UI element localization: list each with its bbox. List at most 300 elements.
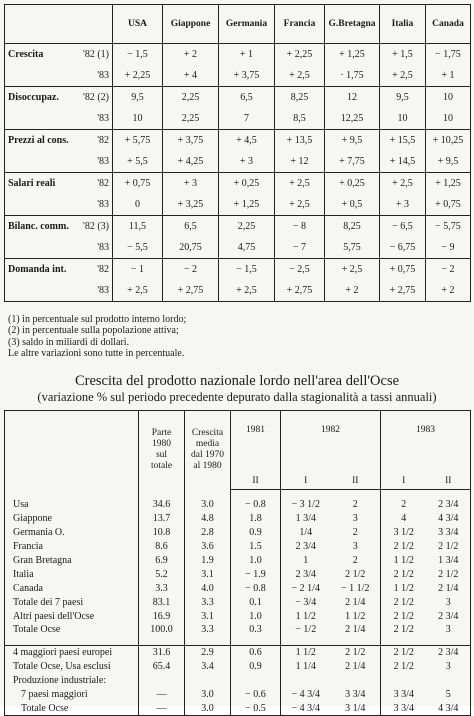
table2-cell: 2 1/4 — [331, 660, 381, 674]
table2-cell: 3 3/4 — [331, 688, 381, 702]
table2-cell: 2.8 — [185, 526, 231, 540]
table2-cell: 3 — [427, 595, 471, 609]
table1-cell: + 2,5 — [219, 280, 275, 302]
table2-cell — [139, 674, 185, 688]
table1-cell: − 6,75 — [380, 237, 426, 259]
table1-row — [5, 87, 471, 109]
table2-cell: — — [139, 701, 185, 715]
table1-cell: 10 — [113, 108, 163, 130]
table2-cell: 2 1/2 — [381, 609, 427, 623]
table1-cell: + 3,75 — [163, 130, 219, 152]
table2-cell — [331, 674, 381, 688]
table2-cell: 34.6 — [139, 498, 185, 512]
table2-row-label: 4 maggiori paesi europei — [5, 645, 139, 659]
row-year: '83 — [97, 285, 109, 296]
table1-cell: 8,5 — [275, 108, 325, 130]
column-header-gbretagna: G.Bretagna — [325, 5, 380, 44]
table2-row-label: 7 paesi maggiori — [5, 688, 139, 702]
table2-cell: 4 3/4 — [427, 512, 471, 526]
table2-cell: 10.8 — [139, 526, 185, 540]
table1-cell: + 3,25 — [163, 194, 219, 216]
table2-cell: 8.6 — [139, 540, 185, 554]
row-year: '83 — [97, 199, 109, 210]
row-label — [5, 65, 113, 87]
table1-cell: 10 — [426, 87, 471, 109]
footnote-4: Le altre variazioni sono tutte in percentuale. — [8, 347, 185, 359]
table1-row — [5, 108, 471, 130]
table2-cell: 4 — [381, 512, 427, 526]
row-label — [5, 237, 113, 259]
table2-cell: 2 — [331, 498, 381, 512]
table2-cell: 3.3 — [139, 581, 185, 595]
subheader-1983-ii: II — [427, 473, 471, 490]
table1-cell: − 8 — [275, 216, 325, 238]
table2-cell: 2 1/2 — [381, 660, 427, 674]
table1-cell: + 14,5 — [380, 151, 426, 173]
row-indicator-name: Prezzi al cons. — [8, 135, 69, 146]
row-label — [5, 151, 113, 173]
table2-cell: 2 1/4 — [331, 595, 381, 609]
table2-cell: 3.0 — [185, 701, 231, 715]
parte-line-3: sul — [155, 450, 168, 461]
row-year: '83 — [97, 113, 109, 124]
subheader-1981-ii: II — [231, 473, 281, 490]
table2-spacer-cell — [281, 490, 331, 499]
table2-row — [5, 581, 471, 595]
table2-cell: 5 — [427, 688, 471, 702]
table2-cell — [427, 674, 471, 688]
table2-cell: 16.9 — [139, 609, 185, 623]
table2-cell: 3.3 — [185, 595, 231, 609]
table2-cell: − 0.6 — [231, 688, 281, 702]
table1-row — [5, 65, 471, 87]
table2-cell: − 2 1/4 — [281, 581, 331, 595]
table1-cell: − 6,5 — [380, 216, 426, 238]
table1-cell: + 2,5 — [113, 280, 163, 302]
table2-spacer-cell — [231, 490, 281, 499]
table1-cell: 9,5 — [380, 87, 426, 109]
table2-cell: − 0.5 — [231, 701, 281, 715]
table1-cell: 9,5 — [113, 87, 163, 109]
table1-cell: · 1,75 — [325, 65, 380, 87]
table2-cell: 1 1/4 — [281, 660, 331, 674]
table1-cell: + 10,25 — [426, 130, 471, 152]
table2-spacer-cell — [5, 637, 139, 646]
footnote-2: (2) in percentuale sulla popolazione attiva; — [8, 325, 179, 337]
table1-cell: + 3 — [380, 194, 426, 216]
column-header-francia: Francia — [275, 5, 325, 44]
table2-row-label: Totale Ocse — [5, 701, 139, 715]
row-label — [5, 173, 113, 195]
table1-cell: + 12 — [275, 151, 325, 173]
table1-cell: + 2,5 — [275, 65, 325, 87]
table2-row — [5, 554, 471, 568]
row-indicator-name: Salari reali — [8, 178, 56, 189]
table2-cell: 2 1/2 — [331, 567, 381, 581]
table2-cell: 2 — [331, 526, 381, 540]
column-header-1981: 1981 — [231, 411, 281, 474]
table2-cell: 1 3/4 — [427, 554, 471, 568]
table2-cell: 13.7 — [139, 512, 185, 526]
row-year: '82 (1) — [83, 49, 109, 60]
table2-cell: 2 1/2 — [427, 567, 471, 581]
table2-row — [5, 674, 471, 688]
table2-row — [5, 526, 471, 540]
table2-cell: − 0.8 — [231, 498, 281, 512]
table2-cell: 1 1/2 — [281, 609, 331, 623]
table1-cell: − 1,5 — [219, 259, 275, 281]
table1-cell: + 2 — [426, 280, 471, 302]
table2-spacer-cell — [427, 637, 471, 646]
table2-spacer-cell — [185, 490, 231, 499]
footnote-1: (1) in percentuale sul prodotto interno lordo; — [8, 314, 187, 325]
table2-cell: 3.6 — [185, 540, 231, 554]
table2-cell: 3.3 — [185, 623, 231, 637]
table1-cell: + 1 — [426, 65, 471, 87]
table1-cell: 0 — [113, 194, 163, 216]
table1-cell: 5,75 — [325, 237, 380, 259]
table2-cell: 1/4 — [281, 526, 331, 540]
row-year: '82 — [97, 178, 109, 189]
crescita-line-2: media — [195, 439, 220, 450]
crescita-line-1: Crescita — [191, 428, 224, 439]
table1-cell: + 15,5 — [380, 130, 426, 152]
column-header-giappone: Giappone — [163, 5, 219, 44]
column-header-italia: Italia — [380, 5, 426, 44]
column-header-1983: 1983 — [381, 411, 471, 474]
table2-cell: 6.9 — [139, 554, 185, 568]
table2-spacer-cell — [331, 637, 381, 646]
table1-cell: + 4,5 — [219, 130, 275, 152]
row-label — [5, 130, 113, 152]
table1-cell: + 0,75 — [426, 194, 471, 216]
table2-cell: 1.5 — [231, 540, 281, 554]
table2-row — [5, 512, 471, 526]
row-label — [5, 194, 113, 216]
row-label — [5, 280, 113, 302]
table2-cell: 31.6 — [139, 645, 185, 659]
table2-cell: − 4 3/4 — [281, 688, 331, 702]
row-label — [5, 216, 113, 238]
row-year: '83 — [97, 156, 109, 167]
table2-cell: 2 — [381, 498, 427, 512]
parte-line-4: totale — [150, 461, 173, 472]
table2-cell: − 0.8 — [231, 581, 281, 595]
table1-cell: − 1,5 — [113, 44, 163, 66]
table1-cell: − 2 — [426, 259, 471, 281]
table2-spacer-cell — [281, 637, 331, 646]
table2-row-label: Giappone — [5, 512, 139, 526]
table1-cell: − 1,75 — [426, 44, 471, 66]
row-indicator-name: Crescita — [8, 49, 44, 60]
table2-cell: 0.9 — [231, 526, 281, 540]
table1-header-row — [5, 5, 471, 44]
table2-row — [5, 567, 471, 581]
table1-cell: − 5,75 — [426, 216, 471, 238]
table2-cell: 2 — [331, 554, 381, 568]
parte-line-2: 1980 — [152, 439, 171, 450]
table2-spacer-cell — [381, 637, 427, 646]
table1-cell: + 1,5 — [380, 44, 426, 66]
table2-cell: 1.0 — [231, 609, 281, 623]
table1-cell: − 9 — [426, 237, 471, 259]
table2-cell: − 3 1/2 — [281, 498, 331, 512]
table1-cell: + 9,5 — [325, 130, 380, 152]
table1-row — [5, 194, 471, 216]
table2-cell: 5.2 — [139, 567, 185, 581]
table1-cell: + 7,75 — [325, 151, 380, 173]
table2-row-label: Germania O. — [5, 526, 139, 540]
table1-cell: + 2 — [325, 280, 380, 302]
table2-row-label: Gran Bretagna — [5, 554, 139, 568]
table2-cell: 3.0 — [185, 688, 231, 702]
table2-cell: 3 3/4 — [381, 701, 427, 715]
table1-cell: 11,5 — [113, 216, 163, 238]
table2-cell: 1 1/2 — [381, 554, 427, 568]
table2-row — [5, 595, 471, 609]
table1-body — [5, 44, 471, 302]
table2-cell: 3 3/4 — [427, 526, 471, 540]
table1-row — [5, 44, 471, 66]
table2-cell: 3.1 — [185, 609, 231, 623]
table2-row-label: Altri paesi dell'Ocse — [5, 609, 139, 623]
table2-spacer-row — [5, 490, 471, 499]
table1-row — [5, 280, 471, 302]
crescita-line-3: dal 1970 — [191, 450, 224, 461]
table2-spacer-cell — [427, 490, 471, 499]
table1-cell: 4,75 — [219, 237, 275, 259]
table2-cell: 2 3/4 — [427, 609, 471, 623]
table2-cell: 1.0 — [231, 554, 281, 568]
table2-cell: 1 1/2 — [381, 581, 427, 595]
table1-cell: 8,25 — [325, 216, 380, 238]
row-year: '83 — [97, 70, 109, 81]
table1-cell: − 2 — [163, 259, 219, 281]
table2-cell: 3 3/4 — [381, 688, 427, 702]
table1-cell: + 3 — [163, 173, 219, 195]
table2-cell: 4 3/4 — [427, 701, 471, 715]
table1-cell: − 7 — [275, 237, 325, 259]
column-header-parte-1980 — [139, 411, 185, 490]
table1-cell: + 3,75 — [219, 65, 275, 87]
table2-cell: 0.6 — [231, 645, 281, 659]
table2-row — [5, 645, 471, 659]
table2-cell — [185, 674, 231, 688]
table1-cell: 2,25 — [219, 216, 275, 238]
table2-cell: 2 3/4 — [427, 645, 471, 659]
row-year: '82 (3) — [83, 221, 109, 232]
economic-indicators-table — [4, 4, 471, 302]
table2-cell: 4.8 — [185, 512, 231, 526]
table2-cell: 2 1/4 — [427, 581, 471, 595]
gnp-table-subtitle: (variazione % sul periodo precedente depurato dalla stagionalità a tassi annuali) — [37, 390, 437, 404]
table2-cell: 3 1/2 — [381, 526, 427, 540]
table2-cell: 3 — [427, 623, 471, 637]
column-header-germania: Germania — [219, 5, 275, 44]
table2-cell: 2 1/2 — [381, 540, 427, 554]
table1-cell: + 0,75 — [113, 173, 163, 195]
table2-cell: − 1.9 — [231, 567, 281, 581]
table2-cell: 2 1/2 — [381, 595, 427, 609]
table2-cell: 3.4 — [185, 660, 231, 674]
row-indicator-name: Domanda int. — [8, 264, 67, 275]
table1-cell: + 3 — [219, 151, 275, 173]
table2-cell: 3.1 — [185, 567, 231, 581]
table1-cell: 2,25 — [163, 108, 219, 130]
table2-cell: 0.1 — [231, 595, 281, 609]
table2-cell: − 1/2 — [281, 623, 331, 637]
table1-row — [5, 151, 471, 173]
footnote-3: (3) saldo in miliardi di dollari. — [8, 336, 130, 348]
row-year: '82 — [97, 135, 109, 146]
table2-cell: 65.4 — [139, 660, 185, 674]
table2-cell: − 1 1/2 — [331, 581, 381, 595]
table1-cell: − 2,5 — [275, 259, 325, 281]
table1-cell: + 2,75 — [380, 280, 426, 302]
table1-cell: + 2,25 — [275, 44, 325, 66]
table1-cell: 8,25 — [275, 87, 325, 109]
table1-cell: 7 — [219, 108, 275, 130]
subheader-1982-ii: II — [331, 473, 381, 490]
table1-cell: + 5,5 — [113, 151, 163, 173]
row-year: '83 — [97, 242, 109, 253]
table1-cell: − 1 — [113, 259, 163, 281]
table1-cell: + 2,5 — [380, 65, 426, 87]
table2-cell: 1 1/2 — [331, 609, 381, 623]
table1-corner-cell — [5, 5, 113, 44]
table2-spacer-cell — [381, 490, 427, 499]
table1-cell: 12 — [325, 87, 380, 109]
row-label — [5, 87, 113, 109]
table2-row-label: Totale dei 7 paesi — [5, 595, 139, 609]
table2-cell: 1 1/2 — [281, 645, 331, 659]
table2-cell: 2 1/2 — [381, 623, 427, 637]
crescita-line-4: al 1980 — [193, 461, 222, 472]
table1-cell: + 2,5 — [275, 194, 325, 216]
table2-spacer-row — [5, 637, 471, 646]
table1-cell: 12,25 — [325, 108, 380, 130]
table2-row — [5, 688, 471, 702]
table2-cell: 0.3 — [231, 623, 281, 637]
table2-spacer-cell — [231, 637, 281, 646]
row-indicator-name: Disoccupaz. — [8, 92, 59, 103]
table1-cell: + 9,5 — [426, 151, 471, 173]
table1-cell: 6,5 — [219, 87, 275, 109]
table1-cell: + 4 — [163, 65, 219, 87]
column-header-1982: 1982 — [281, 411, 381, 474]
table2-cell: 3 1/4 — [331, 701, 381, 715]
table2-row — [5, 609, 471, 623]
column-header-usa: USA — [113, 5, 163, 44]
table2-cell — [231, 674, 281, 688]
row-label — [5, 259, 113, 281]
table1-cell: + 0,25 — [325, 173, 380, 195]
table2-cell: 3 — [331, 512, 381, 526]
row-indicator-name: Bilanc. comm. — [8, 221, 69, 232]
table1-cell: + 2,5 — [380, 173, 426, 195]
table1-cell: + 2,5 — [325, 259, 380, 281]
table2-row — [5, 623, 471, 637]
table2-cell: 2 1/2 — [381, 645, 427, 659]
table1-row — [5, 130, 471, 152]
table2-cell: — — [139, 688, 185, 702]
gnp-table-title: Crescita del prodotto nazionale lordo nell'area dell'Ocse — [74, 373, 400, 389]
column-header-crescita-media — [185, 411, 231, 490]
table2-cell: 4.0 — [185, 581, 231, 595]
subheader-1983-i: I — [381, 473, 427, 490]
row-label — [5, 108, 113, 130]
table2-cell: 2 3/4 — [427, 498, 471, 512]
table2-corner-cell — [5, 411, 139, 490]
table2-cell: 2.9 — [185, 645, 231, 659]
gnp-growth-table — [4, 410, 471, 716]
table2-row-label: Usa — [5, 498, 139, 512]
table2-cell: 2 1/2 — [427, 540, 471, 554]
table1-cell: + 1,25 — [426, 173, 471, 195]
table1-row — [5, 259, 471, 281]
row-label — [5, 44, 113, 66]
table1-cell: + 0,5 — [325, 194, 380, 216]
table2-row-label: Francia — [5, 540, 139, 554]
table2-row — [5, 540, 471, 554]
table2-cell: 2 3/4 — [281, 567, 331, 581]
table1-cell: + 2,5 — [275, 173, 325, 195]
row-year: '82 (2) — [83, 92, 109, 103]
table2-cell: 1 — [281, 554, 331, 568]
parte-line-1: Parte — [151, 428, 172, 439]
table2-spacer-cell — [185, 637, 231, 646]
table2-cell: 100.0 — [139, 623, 185, 637]
table1-cell: 6,5 — [163, 216, 219, 238]
table1-cell: + 4,25 — [163, 151, 219, 173]
table2-row-label: Italia — [5, 567, 139, 581]
table1-cell: + 13,5 — [275, 130, 325, 152]
row-year: '82 — [97, 264, 109, 275]
table1-row — [5, 173, 471, 195]
table1-cell: 10 — [426, 108, 471, 130]
table2-spacer-cell — [5, 490, 139, 499]
table2-cell: 83.1 — [139, 595, 185, 609]
table1-cell: − 5,5 — [113, 237, 163, 259]
table2-cell: − 3/4 — [281, 595, 331, 609]
table2-cell: 1.9 — [185, 554, 231, 568]
table2-header-row-1 — [5, 411, 471, 474]
table2-spacer-cell — [139, 490, 185, 499]
table2-cell — [281, 674, 331, 688]
table2-row-label: Totale Ocse — [5, 623, 139, 637]
table2-row — [5, 660, 471, 674]
table1-cell: + 2 — [163, 44, 219, 66]
table1-cell: + 2,75 — [163, 280, 219, 302]
table2-cell: 3 — [331, 540, 381, 554]
table2-cell: − 4 3/4 — [281, 701, 331, 715]
table2-spacer-cell — [331, 490, 381, 499]
table2-cell: 2 1/2 — [331, 645, 381, 659]
subheader-1982-i: I — [281, 473, 331, 490]
table2-cell: 2 3/4 — [281, 540, 331, 554]
footnotes — [8, 314, 186, 359]
table2-cell: 3 — [427, 660, 471, 674]
table2-row — [5, 498, 471, 512]
table1-cell: + 1,25 — [325, 44, 380, 66]
table2-cell: 1 3/4 — [281, 512, 331, 526]
table2-cell: 1.8 — [231, 512, 281, 526]
table1-row — [5, 237, 471, 259]
table2-spacer-cell — [139, 637, 185, 646]
table2-row-label: Totale Ocse, Usa esclusi — [5, 660, 139, 674]
column-header-canada: Canada — [426, 5, 471, 44]
table1-cell: + 2,75 — [275, 280, 325, 302]
